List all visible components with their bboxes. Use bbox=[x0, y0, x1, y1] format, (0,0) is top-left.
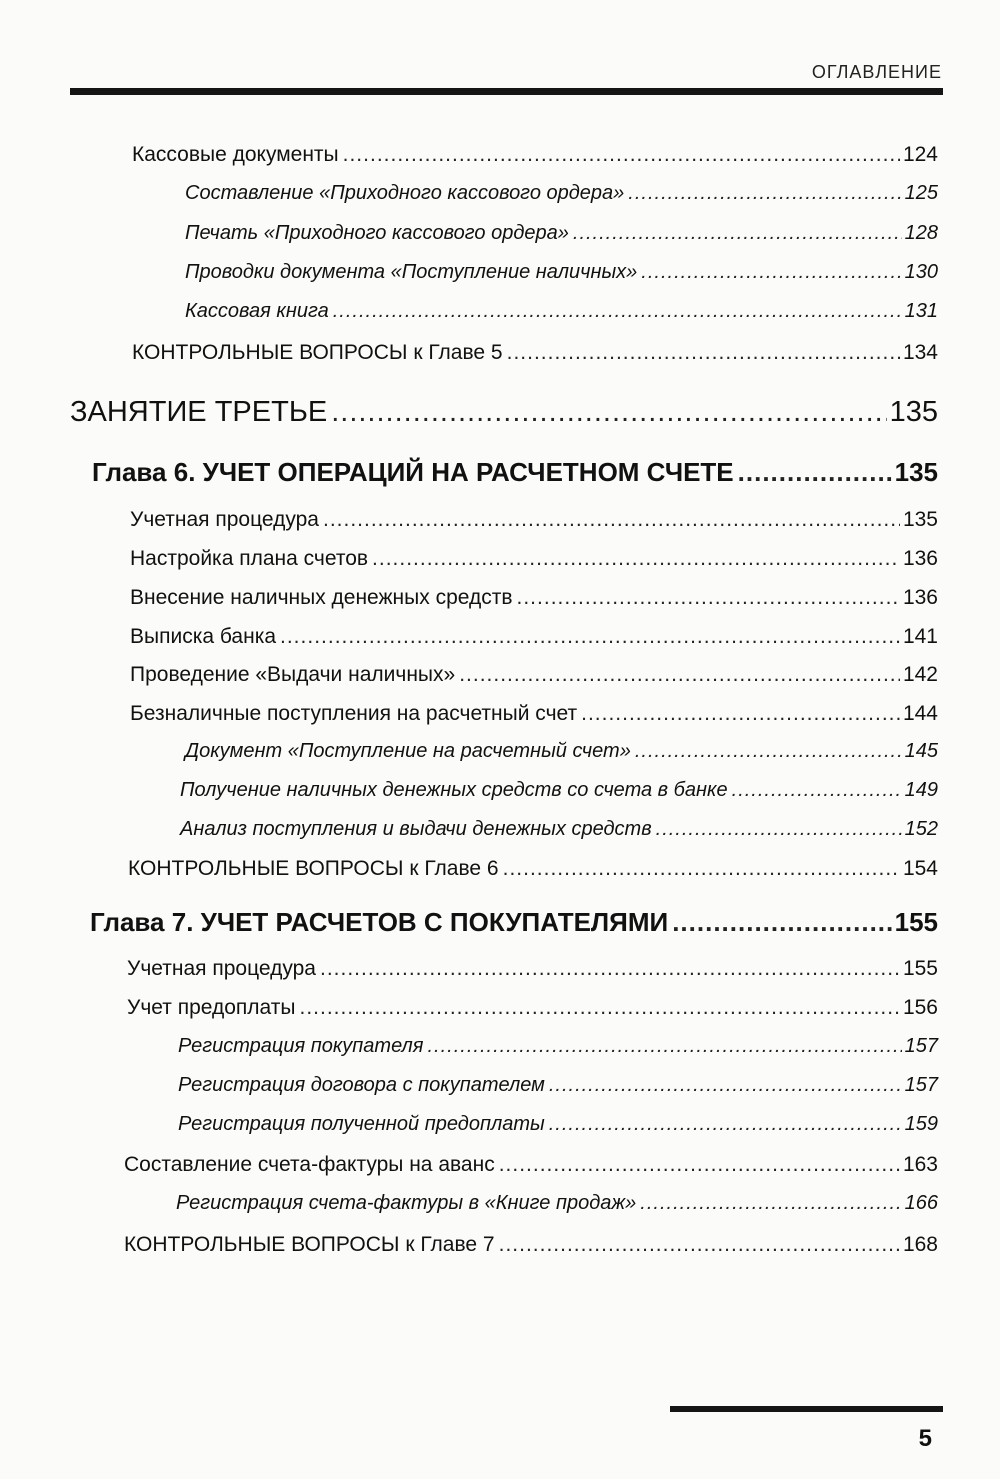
dot-leader bbox=[549, 1074, 902, 1097]
toc-entry[interactable] bbox=[185, 261, 938, 284]
dot-leader bbox=[656, 818, 902, 841]
toc-entry-page: 149 bbox=[904, 779, 938, 801]
dot-leader bbox=[549, 1113, 902, 1136]
header-rule bbox=[70, 88, 943, 95]
toc-chapter-entry[interactable] bbox=[92, 457, 938, 488]
toc-entry[interactable] bbox=[130, 663, 938, 687]
toc-entry[interactable] bbox=[132, 341, 938, 365]
toc-entry-page: 144 bbox=[902, 702, 938, 725]
dot-leader bbox=[499, 1233, 900, 1257]
dot-leader bbox=[738, 457, 892, 488]
dot-leader bbox=[672, 907, 891, 938]
toc-entry-title: Получение наличных денежных средств со счета в банке bbox=[180, 779, 728, 801]
toc-entry[interactable] bbox=[130, 547, 938, 571]
dot-leader bbox=[320, 957, 900, 981]
toc-entry-page: 131 bbox=[904, 300, 938, 322]
dot-leader bbox=[507, 341, 900, 365]
toc-entry[interactable] bbox=[185, 222, 938, 245]
toc-entry-title: Глава 6. УЧЕТ ОПЕРАЦИЙ НА РАСЧЕТНОМ СЧЕТЕ bbox=[92, 457, 734, 487]
toc-entry-page: 128 bbox=[904, 222, 938, 244]
toc-entry-page: 141 bbox=[902, 625, 938, 648]
toc-entry[interactable] bbox=[130, 508, 938, 532]
toc-entry-title: Выписка банка bbox=[130, 625, 277, 648]
toc-entry-title: Регистрация покупателя bbox=[178, 1035, 424, 1057]
toc-entry-page: 145 bbox=[904, 740, 938, 762]
toc-entry-page: 135 bbox=[902, 508, 938, 531]
dot-leader bbox=[641, 261, 901, 284]
toc-entry[interactable] bbox=[178, 1035, 938, 1058]
toc-entry[interactable] bbox=[127, 996, 938, 1020]
dot-leader bbox=[343, 143, 900, 167]
toc-entry-title: Учетная процедура bbox=[130, 508, 319, 531]
dot-leader bbox=[333, 300, 902, 323]
toc-entry[interactable] bbox=[127, 957, 938, 981]
toc-entry[interactable] bbox=[124, 1233, 938, 1257]
dot-leader bbox=[280, 625, 900, 649]
dot-leader bbox=[372, 547, 900, 571]
toc-entry-title: КОНТРОЛЬНЫЕ ВОПРОСЫ к Главе 7 bbox=[124, 1233, 495, 1256]
toc-entry-page: 166 bbox=[904, 1192, 938, 1214]
dot-leader bbox=[503, 857, 900, 881]
toc-entry-title: Регистрация договора с покупателем bbox=[178, 1074, 545, 1096]
dot-leader bbox=[628, 182, 901, 205]
toc-entry-title: Безналичные поступления на расчетный счет bbox=[130, 702, 578, 725]
running-head: ОГЛАВЛЕНИЕ bbox=[811, 62, 942, 82]
toc-entry-title: Проведение «Выдачи наличных» bbox=[130, 663, 456, 686]
toc-entry[interactable] bbox=[178, 1113, 938, 1136]
toc-entry-title: Регистрация счета-фактуры в «Книге продаж» bbox=[176, 1192, 637, 1214]
toc-entry-page: 163 bbox=[902, 1153, 938, 1176]
dot-leader bbox=[517, 586, 900, 610]
toc-entry-page: 130 bbox=[904, 261, 938, 283]
dot-leader bbox=[732, 779, 902, 802]
dot-leader bbox=[499, 1153, 900, 1177]
toc-entry[interactable] bbox=[128, 857, 938, 881]
toc-entry-title: Внесение наличных денежных средств bbox=[130, 586, 513, 609]
toc-entry-title: Анализ поступления и выдачи денежных средств bbox=[180, 818, 652, 840]
toc-entry-title: ЗАНЯТИЕ ТРЕТЬЕ bbox=[70, 396, 328, 428]
toc-entry-page: 168 bbox=[902, 1233, 938, 1256]
toc-entry-title: Настройка плана счетов bbox=[130, 547, 369, 570]
toc-entry-title: Кассовые документы bbox=[132, 143, 339, 166]
toc-entry-page: 156 bbox=[902, 996, 938, 1019]
dot-leader bbox=[459, 663, 900, 687]
toc-entry-page: 157 bbox=[904, 1074, 938, 1096]
toc-entry-page: 135 bbox=[889, 396, 938, 428]
dot-leader bbox=[573, 222, 902, 245]
toc-entry[interactable] bbox=[130, 586, 938, 610]
toc-entry-title: Регистрация полученной предоплаты bbox=[178, 1113, 545, 1135]
page-number: 5 bbox=[918, 1425, 932, 1452]
toc-entry-page: 124 bbox=[902, 143, 938, 166]
toc-entry[interactable] bbox=[185, 300, 938, 323]
toc-entry[interactable] bbox=[124, 1153, 938, 1177]
toc-entry-page: 159 bbox=[904, 1113, 938, 1135]
toc-entry-page: 157 bbox=[904, 1035, 938, 1057]
toc-entry-page: 125 bbox=[904, 182, 938, 204]
dot-leader bbox=[640, 1192, 901, 1215]
toc-entry-page: 155 bbox=[902, 957, 938, 980]
toc-entry-page: 134 bbox=[902, 341, 938, 364]
toc-entry-title: Составление счета-фактуры на аванс bbox=[124, 1153, 495, 1176]
toc-entry-title: КОНТРОЛЬНЫЕ ВОПРОСЫ к Главе 6 bbox=[128, 857, 499, 880]
toc-entry[interactable] bbox=[185, 182, 938, 205]
toc-entry-title: Проводки документа «Поступление наличных» bbox=[185, 261, 638, 283]
toc-entry[interactable] bbox=[130, 625, 938, 649]
dot-leader bbox=[299, 996, 899, 1020]
toc-entry[interactable] bbox=[185, 740, 938, 763]
dot-leader bbox=[331, 396, 886, 429]
toc-entry-title: Учетная процедура bbox=[127, 957, 316, 980]
toc-entry[interactable] bbox=[132, 143, 938, 167]
toc-entry[interactable] bbox=[176, 1192, 938, 1215]
dot-leader bbox=[635, 740, 902, 763]
toc-entry-page: 155 bbox=[894, 907, 938, 937]
toc-entry-title: Учет предоплаты bbox=[127, 996, 296, 1019]
toc-entry-title: Глава 7. УЧЕТ РАСЧЕТОВ С ПОКУПАТЕЛЯМИ bbox=[90, 907, 669, 937]
toc-entry-title: Печать «Приходного кассового ордера» bbox=[185, 222, 569, 244]
toc-entry-page: 142 bbox=[902, 663, 938, 686]
toc-entry-title: Документ «Поступление на расчетный счет» bbox=[185, 740, 631, 762]
toc-entry[interactable] bbox=[178, 1074, 938, 1097]
dot-leader bbox=[581, 702, 900, 726]
dot-leader bbox=[323, 508, 900, 532]
footer-rule bbox=[670, 1406, 943, 1412]
toc-entry-page: 152 bbox=[904, 818, 938, 840]
toc-entry-page: 154 bbox=[902, 857, 938, 880]
toc-entry-title: КОНТРОЛЬНЫЕ ВОПРОСЫ к Главе 5 bbox=[132, 341, 503, 364]
toc-entry-page: 136 bbox=[902, 586, 938, 609]
toc-entry[interactable] bbox=[180, 779, 938, 802]
dot-leader bbox=[428, 1035, 902, 1058]
toc-entry-title: Кассовая книга bbox=[185, 300, 329, 322]
toc-entry-page: 135 bbox=[894, 457, 938, 487]
toc-entry-page: 136 bbox=[902, 547, 938, 570]
toc-part-entry[interactable] bbox=[70, 396, 938, 429]
toc-entry[interactable] bbox=[180, 818, 938, 841]
toc-chapter-entry[interactable] bbox=[90, 907, 938, 938]
toc-entry[interactable] bbox=[130, 702, 938, 726]
toc-entry-title: Составление «Приходного кассового ордера» bbox=[185, 182, 625, 204]
